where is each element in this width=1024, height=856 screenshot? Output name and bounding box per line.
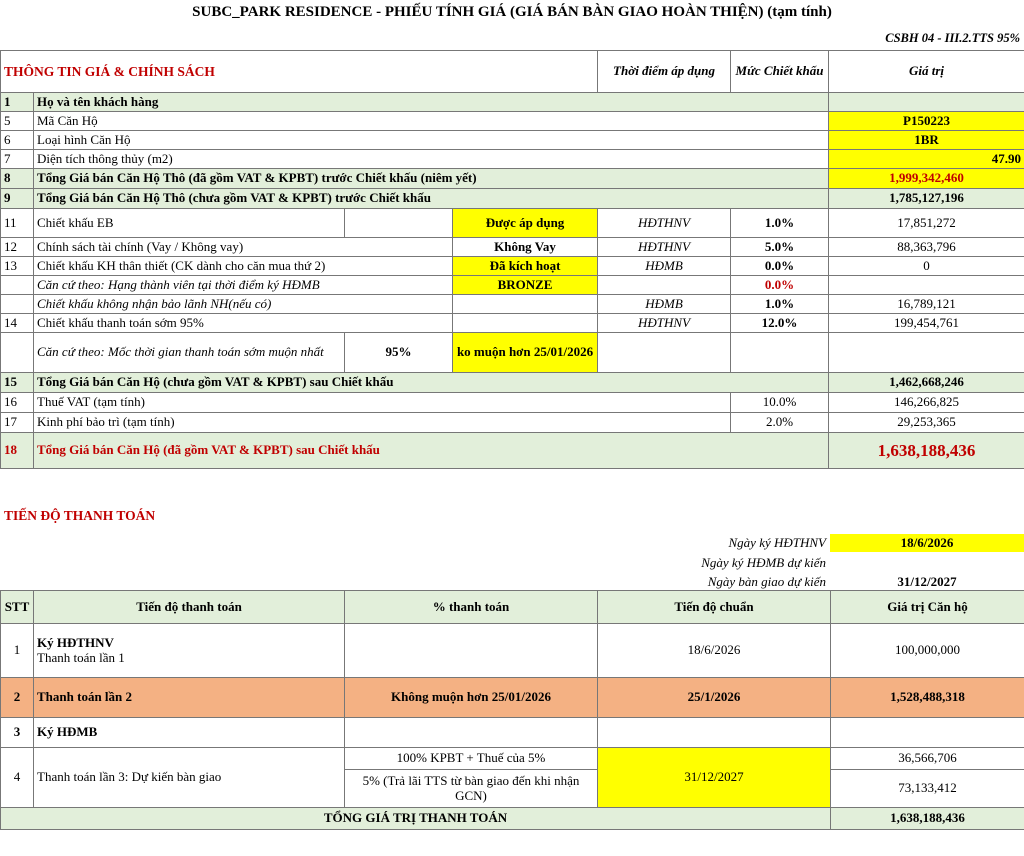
date-value-handover: 31/12/2027 — [897, 574, 957, 589]
row-title: Thanh toán lần 2 — [34, 678, 345, 718]
payment-row — [1, 718, 1024, 748]
row-label: Họ và tên khách hàng — [34, 93, 829, 112]
row-time: HĐTHNV — [598, 238, 731, 257]
row-value: 100,000,000 — [831, 624, 1024, 678]
early-pay-percent: 95% — [345, 333, 453, 373]
pricing-row — [1, 314, 1024, 333]
total-label: TỔNG GIÁ TRỊ THANH TOÁN — [1, 808, 831, 830]
row-no: 14 — [1, 314, 34, 333]
pricing-row — [1, 373, 1024, 393]
row-value: 199,454,761 — [829, 314, 1024, 333]
pricing-row — [1, 295, 1024, 314]
row-time: HĐTHNV — [598, 209, 731, 238]
pricing-row — [1, 209, 1024, 238]
row-label: Chiết khấu thanh toán sớm 95% — [34, 314, 453, 333]
base-price-value: 1,785,127,196 — [829, 189, 1024, 209]
row-rate: 0.0% — [731, 276, 829, 295]
pricing-row — [1, 150, 1024, 169]
row-no: 11 — [1, 209, 34, 238]
row-no: 15 — [1, 373, 34, 393]
col-header-progress: Tiến độ thanh toán — [34, 591, 345, 624]
row-value: 0 — [829, 257, 1024, 276]
payment-row — [1, 748, 1024, 770]
row-title: Ký HĐTHNV — [37, 634, 114, 650]
row-no: 1 — [1, 93, 34, 112]
payment-total-row — [1, 808, 1024, 830]
row-rate: 0.0% — [731, 257, 829, 276]
row-label: Chiết khấu KH thân thiết (CK dành cho căn mua thứ 2) — [34, 257, 453, 276]
pricing-row — [1, 238, 1024, 257]
payment-section-title: TIẾN ĐỘ THANH TOÁN — [4, 508, 156, 523]
row-label: Tổng Giá bán Căn Hộ (đã gồm VAT & KPBT) sau Chiết khấu — [34, 433, 829, 469]
row-no: 16 — [1, 393, 34, 413]
pricing-row — [1, 169, 1024, 189]
date-label-hdmb: Ngày ký HĐMB dự kiến — [701, 555, 826, 570]
eb-flag: Được áp dụng — [453, 209, 598, 238]
row-no: 7 — [1, 150, 34, 169]
row-value-b: 73,133,412 — [831, 770, 1024, 808]
apartment-code-value: P150223 — [829, 112, 1024, 131]
document-code: CSBH 04 - III.2.TTS 95% — [885, 31, 1020, 45]
row-time: HĐMB — [598, 295, 731, 314]
row-label: Diện tích thông thủy (m2) — [34, 150, 829, 169]
row-standard: 31/12/2027 — [598, 748, 831, 808]
listed-price-value: 1,999,342,460 — [829, 169, 1024, 189]
row-no: 13 — [1, 257, 34, 276]
row-label: Chiết khấu không nhận bảo lãnh NH(nếu có) — [34, 295, 453, 314]
col-header-standard: Tiến độ chuẩn — [598, 591, 831, 624]
pricing-table-body — [0, 50, 1024, 469]
row-label: Căn cứ theo: Hạng thành viên tại thời điểm ký HĐMB — [34, 276, 453, 295]
row-no: 17 — [1, 413, 34, 433]
row-stt: 3 — [1, 718, 34, 748]
row-rate: 12.0% — [731, 314, 829, 333]
customer-name-value — [829, 93, 1024, 112]
row-stt: 4 — [1, 748, 34, 808]
pricing-row — [1, 393, 1024, 413]
row-title: Ký HĐMB — [34, 718, 345, 748]
row-label: Tổng Giá bán Căn Hộ Thô (chưa gồm VAT & KPBT) trước Chiết khấu — [34, 189, 829, 209]
row-label: Loại hình Căn Hộ — [34, 131, 829, 150]
row-label: Kinh phí bảo trì (tạm tính) — [34, 413, 731, 433]
row-standard: 25/1/2026 — [598, 678, 831, 718]
row-label: Chiết khấu EB — [34, 209, 345, 238]
row-value: 88,363,796 — [829, 238, 1024, 257]
row-no: 6 — [1, 131, 34, 150]
row-stt: 2 — [1, 678, 34, 718]
maintenance-value: 29,253,365 — [829, 413, 1024, 433]
vat-value: 146,266,825 — [829, 393, 1024, 413]
row-percent-a: 100% KPBT + Thuế của 5% — [345, 748, 598, 770]
row-rate: 1.0% — [731, 209, 829, 238]
row-no: 12 — [1, 238, 34, 257]
row-rate: 5.0% — [731, 238, 829, 257]
row-value: 1,528,488,318 — [831, 678, 1024, 718]
pricing-row — [1, 93, 1024, 112]
row-stt: 1 — [1, 624, 34, 678]
pricing-row — [1, 257, 1024, 276]
row-value: 16,789,121 — [829, 295, 1024, 314]
row-no: 5 — [1, 112, 34, 131]
total-price-value: 1,638,188,436 — [829, 433, 1024, 469]
row-no: 9 — [1, 189, 34, 209]
pricing-row — [1, 112, 1024, 131]
row-label: Căn cứ theo: Mốc thời gian thanh toán sớm muộn nhất — [34, 333, 345, 373]
row-subtitle: Thanh toán lần 1 — [37, 649, 125, 665]
pricing-row — [1, 413, 1024, 433]
col-header-value: Giá trị Căn hộ — [831, 591, 1024, 624]
total-value: 1,638,188,436 — [831, 808, 1024, 830]
date-value-contract: 18/6/2026 — [830, 534, 1024, 552]
pricing-row — [1, 189, 1024, 209]
row-no: 18 — [1, 433, 34, 469]
row-no: 8 — [1, 169, 34, 189]
payment-row-highlight — [1, 678, 1024, 718]
row-title: Thanh toán lần 3: Dự kiến bàn giao — [34, 748, 345, 808]
date-label-contract: Ngày ký HĐTHNV — [728, 535, 826, 550]
pricing-row — [1, 276, 1024, 295]
pricing-row-total — [1, 433, 1024, 469]
pricing-row — [1, 333, 1024, 373]
area-value: 47.90 — [829, 150, 1024, 169]
date-value-hdmb — [830, 555, 1024, 573]
col-header-stt: STT — [1, 591, 34, 624]
row-rate: 2.0% — [731, 413, 829, 433]
deadline-flag: ko muộn hơn 25/01/2026 — [453, 333, 598, 373]
pricing-row — [1, 131, 1024, 150]
col-header-percent: % thanh toán — [345, 591, 598, 624]
apartment-type-value: 1BR — [829, 131, 1024, 150]
loan-flag: Không Vay — [453, 238, 598, 257]
row-label: Thuế VAT (tạm tính) — [34, 393, 731, 413]
row-standard: 18/6/2026 — [598, 624, 831, 678]
row-value-a: 36,566,706 — [831, 748, 1024, 770]
document-title: SUBC_PARK RESIDENCE - PHIẾU TÍNH GIÁ (GIÁ BÁN BÀN GIAO HOÀN THIỆN) (tạm tính) — [192, 4, 832, 20]
row-rate: 1.0% — [731, 295, 829, 314]
date-label-handover: Ngày bàn giao dự kiến — [707, 574, 826, 589]
payment-table — [0, 590, 1024, 830]
payment-row — [1, 624, 1024, 678]
col-header-value: Giá trị — [829, 51, 1024, 93]
col-header-time: Thời điểm áp dụng — [598, 51, 731, 93]
row-label: Tổng Giá bán Căn Hộ (chưa gồm VAT & KPBT) sau Chiết khấu — [34, 373, 829, 393]
row-label: Tổng Giá bán Căn Hộ Thô (đã gồm VAT & KPBT) trước Chiết khấu (niêm yết) — [34, 169, 829, 189]
payment-header-row — [1, 591, 1024, 624]
loyalty-flag: Đã kích hoạt — [453, 257, 598, 276]
row-rate: 10.0% — [731, 393, 829, 413]
row-time: HĐMB — [598, 257, 731, 276]
row-percent: Không muộn hơn 25/01/2026 — [345, 678, 598, 718]
row-time: HĐTHNV — [598, 314, 731, 333]
row-label: Mã Căn Hộ — [34, 112, 829, 131]
pricing-section-title: THÔNG TIN GIÁ & CHÍNH SÁCH — [1, 51, 598, 93]
net-price-value: 1,462,668,246 — [829, 373, 1024, 393]
row-percent-b: 5% (Trả lãi TTS từ bàn giao đến khi nhận GCN) — [345, 770, 598, 808]
col-header-discount: Mức Chiết khấu — [731, 51, 829, 93]
membership-tier: BRONZE — [453, 276, 598, 295]
row-value: 17,851,272 — [829, 209, 1024, 238]
row-label: Chính sách tài chính (Vay / Không vay) — [34, 238, 453, 257]
